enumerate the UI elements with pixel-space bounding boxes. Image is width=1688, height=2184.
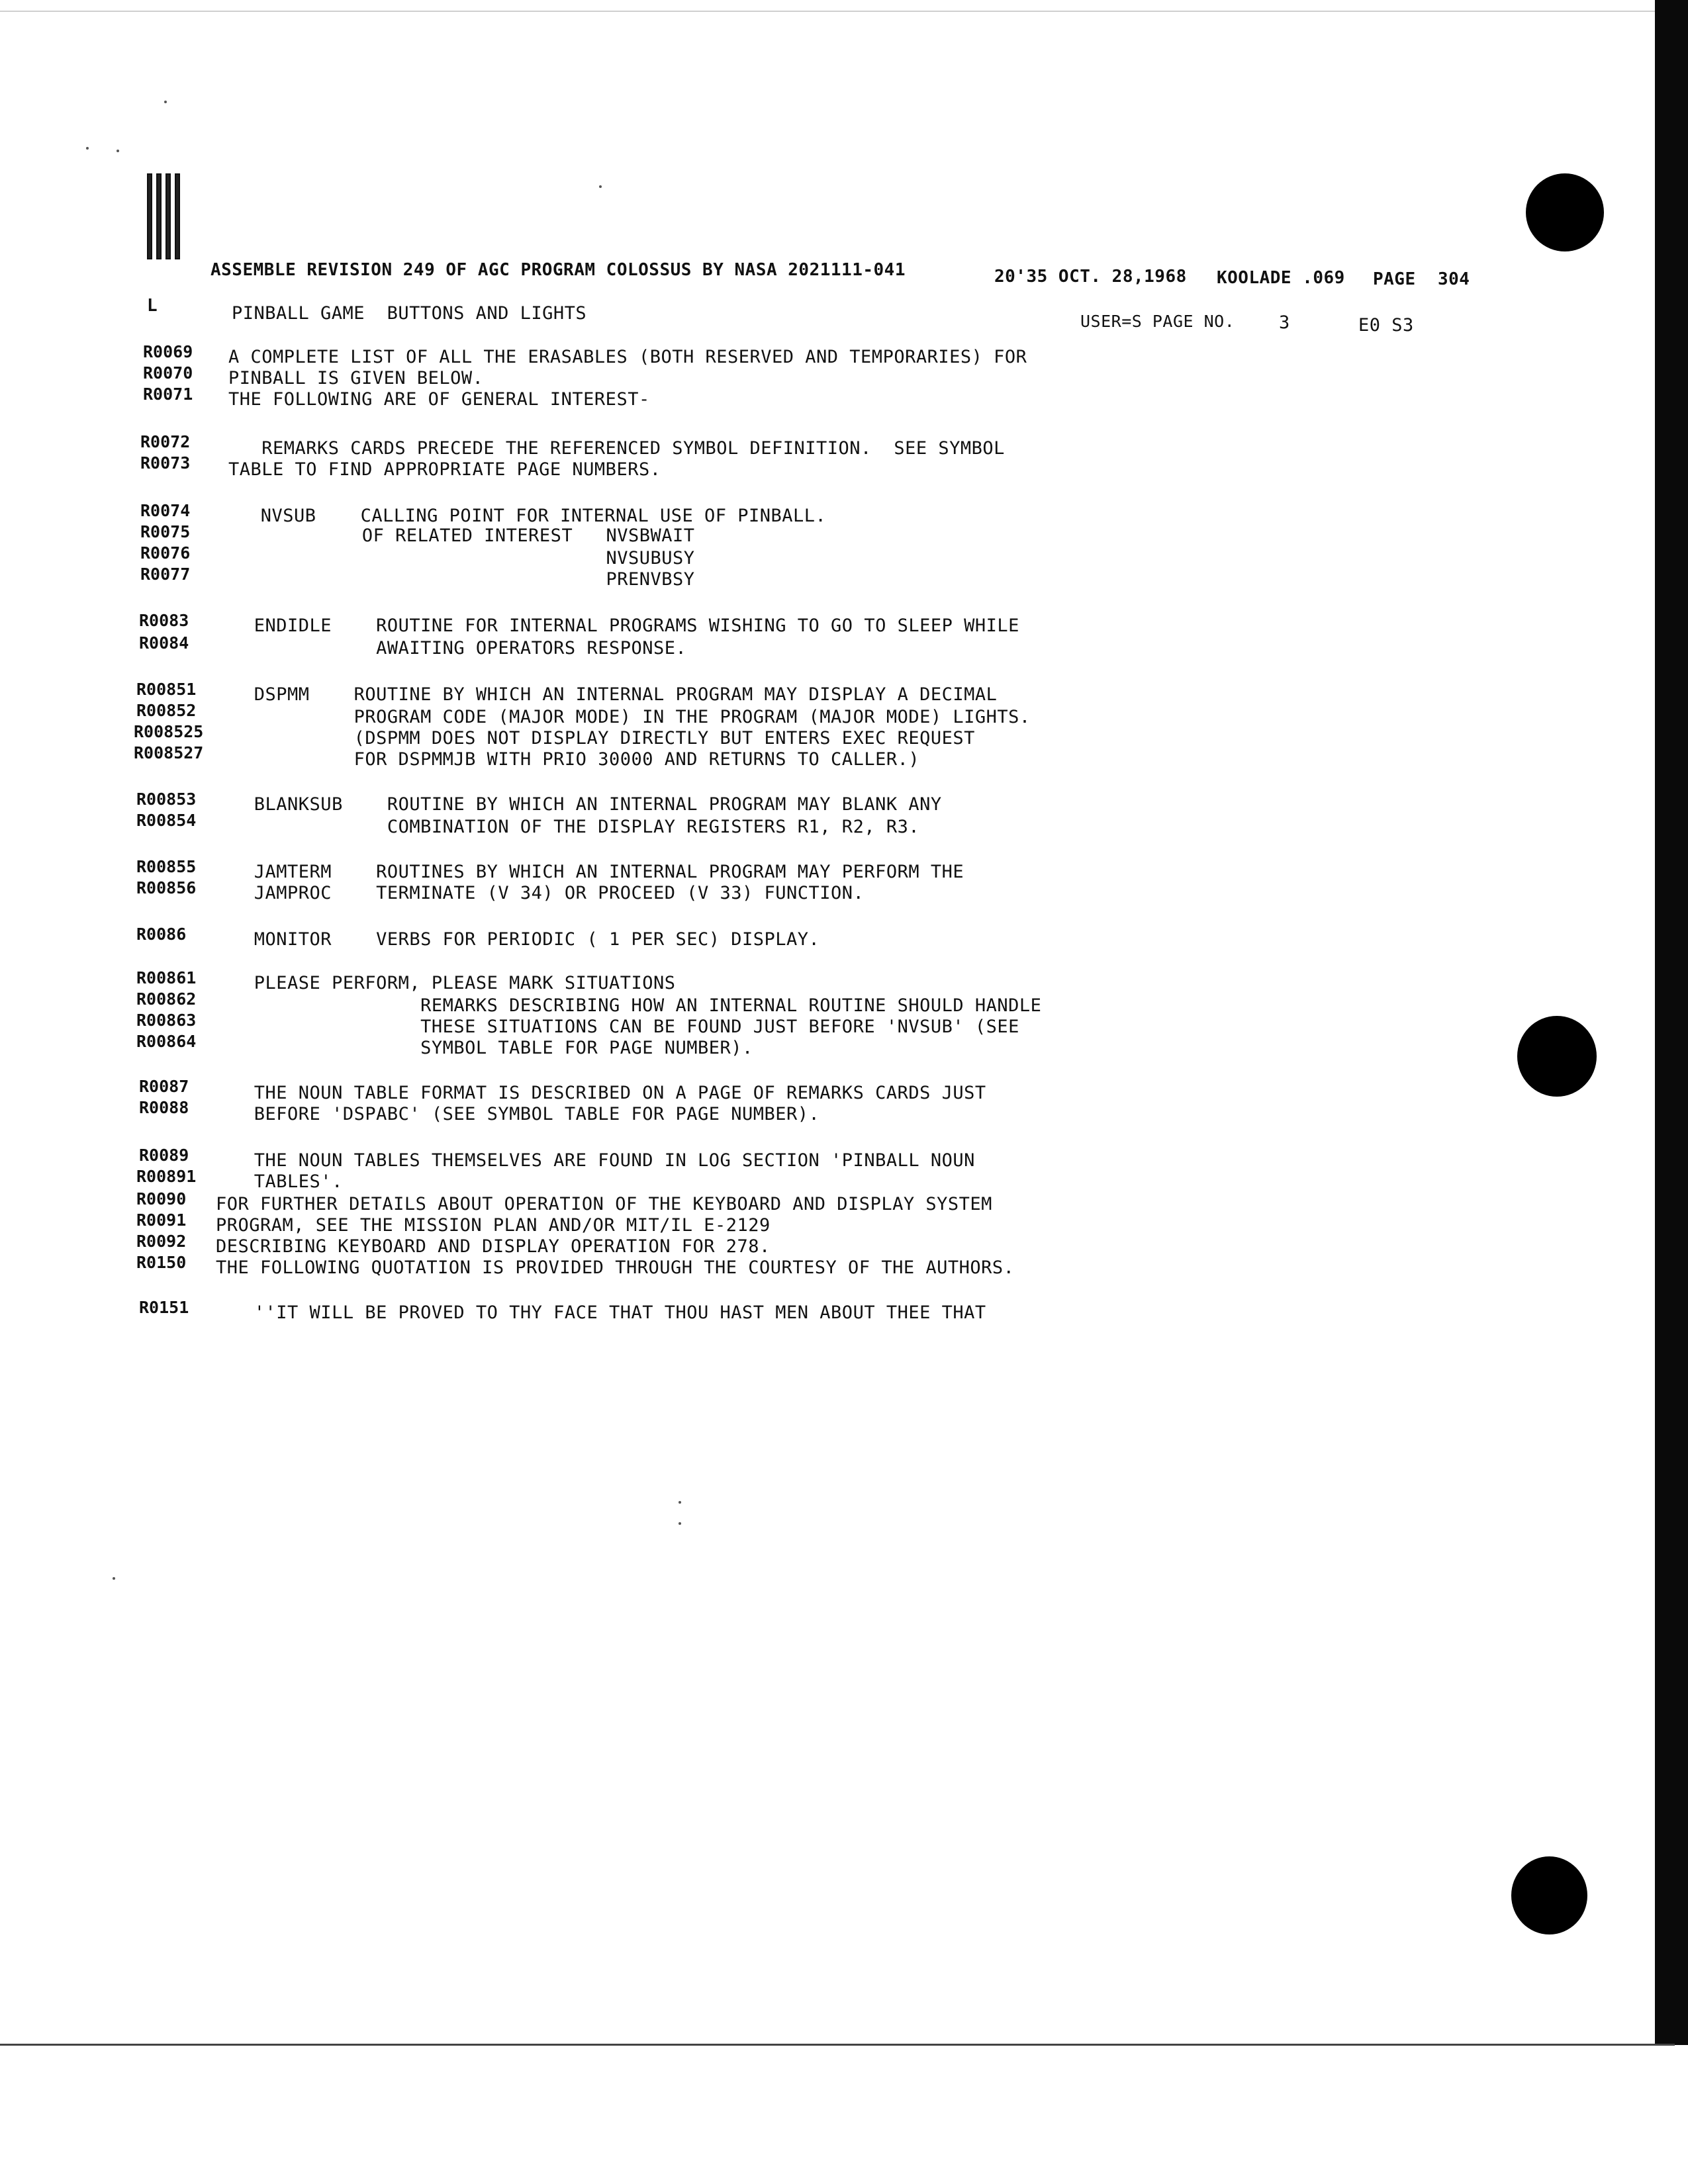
assembly-header: ASSEMBLE REVISION 249 OF AGC PROGRAM COLOSSUS BY NASA 2021111-041 <box>211 260 906 280</box>
line-text: PRENVBSY <box>173 569 695 590</box>
line-text: COMBINATION OF THE DISPLAY REGISTERS R1, R2, R3. <box>199 817 920 837</box>
sheet-bottom-edge <box>0 2044 1675 2046</box>
line-label: R00851 <box>136 680 197 699</box>
line-label: R00863 <box>136 1011 197 1030</box>
line-text: A COMPLETE LIST OF ALL THE ERASABLES (BOTH RESERVED AND TEMPORARIES) FOR <box>228 347 1027 367</box>
line-text: TABLES'. <box>199 1171 343 1192</box>
user-page-label: USER=S PAGE NO. <box>1080 312 1235 331</box>
header-page-number: 304 <box>1438 269 1470 289</box>
line-label: R0088 <box>139 1098 189 1117</box>
line-label: R0077 <box>140 565 191 584</box>
line-text: THE NOUN TABLES THEMSELVES ARE FOUND IN LOG SECTION 'PINBALL NOUN <box>199 1150 975 1171</box>
line-label: R0075 <box>140 522 191 541</box>
binder-mark-icon <box>147 173 188 263</box>
line-text: PINBALL IS GIVEN BELOW. <box>228 368 484 388</box>
header-datetime: 20'35 OCT. 28,1968 <box>994 267 1187 287</box>
line-label: R008527 <box>134 743 204 762</box>
line-label: R0092 <box>136 1232 187 1251</box>
line-text: (DSPMM DOES NOT DISPLAY DIRECTLY BUT ENTERS EXEC REQUEST <box>199 728 975 749</box>
line-text: FOR FURTHER DETAILS ABOUT OPERATION OF THE KEYBOARD AND DISPLAY SYSTEM <box>216 1194 992 1214</box>
line-label: R0151 <box>139 1298 189 1317</box>
line-text: THESE SITUATIONS CAN BE FOUND JUST BEFORE 'NVSUB' (SEE <box>199 1017 1019 1037</box>
line-label: R00856 <box>136 878 197 897</box>
line-text: SYMBOL TABLE FOR PAGE NUMBER). <box>199 1038 753 1058</box>
section-tail: E0 S3 <box>1358 315 1414 336</box>
line-text: MONITOR VERBS FOR PERIODIC ( 1 PER SEC) DISPLAY. <box>199 929 820 950</box>
line-label: R00853 <box>136 790 197 809</box>
punch-hole-top <box>1526 173 1604 251</box>
line-text: JAMPROC TERMINATE (V 34) OR PROCEED (V 33) FUNCTION. <box>199 883 865 903</box>
line-label: R0072 <box>140 432 191 451</box>
line-label: R0089 <box>139 1146 189 1165</box>
line-label: R0087 <box>139 1077 189 1096</box>
line-label: R0070 <box>143 363 193 383</box>
line-text: NVSUB CALLING POINT FOR INTERNAL USE OF PINBALL. <box>205 506 827 526</box>
line-label: R00862 <box>136 989 197 1009</box>
section-title: PINBALL GAME BUTTONS AND LIGHTS <box>232 303 587 324</box>
line-text: ENDIDLE ROUTINE FOR INTERNAL PROGRAMS WISHING TO GO TO SLEEP WHILE <box>199 615 1019 636</box>
line-label: R00854 <box>136 811 197 830</box>
line-label: R0090 <box>136 1189 187 1208</box>
line-text: THE NOUN TABLE FORMAT IS DESCRIBED ON A PAGE OF REMARKS CARDS JUST <box>199 1083 986 1103</box>
punch-hole-middle <box>1517 1016 1597 1097</box>
punch-hole-bottom <box>1511 1856 1587 1934</box>
line-text: BLANKSUB ROUTINE BY WHICH AN INTERNAL PROGRAM MAY BLANK ANY <box>199 794 942 815</box>
line-text: THE FOLLOWING ARE OF GENERAL INTEREST- <box>228 389 650 410</box>
header-page-label: PAGE <box>1373 269 1416 289</box>
line-text: NVSUBUSY <box>173 548 695 569</box>
line-label: R0084 <box>139 633 189 653</box>
line-label: R00852 <box>136 701 197 720</box>
line-text: PROGRAM, SEE THE MISSION PLAN AND/OR MIT/IL E-2129 <box>216 1215 771 1236</box>
line-text: DSPMM ROUTINE BY WHICH AN INTERNAL PROGRAM MAY DISPLAY A DECIMAL <box>199 684 998 705</box>
line-label: R0074 <box>140 501 191 520</box>
line-label: R0150 <box>136 1253 187 1272</box>
line-text: REMARKS DESCRIBING HOW AN INTERNAL ROUTINE SHOULD HANDLE <box>199 995 1042 1016</box>
line-text: ''IT WILL BE PROVED TO THY FACE THAT THOU HAST MEN ABOUT THEE THAT <box>199 1302 986 1323</box>
line-label: R0086 <box>136 925 187 944</box>
line-label: R00891 <box>136 1167 197 1186</box>
line-text: TABLE TO FIND APPROPRIATE PAGE NUMBERS. <box>228 459 661 480</box>
line-label: R0071 <box>143 385 193 404</box>
line-label: R0069 <box>143 342 193 361</box>
line-label: R0073 <box>140 453 191 473</box>
line-label: R0083 <box>139 611 189 630</box>
line-text: THE FOLLOWING QUOTATION IS PROVIDED THROUGH THE COURTESY OF THE AUTHORS. <box>216 1257 1015 1278</box>
line-text: DESCRIBING KEYBOARD AND DISPLAY OPERATION FOR 278. <box>216 1236 771 1257</box>
header-koolade: KOOLADE .069 <box>1217 268 1345 288</box>
line-label: R0076 <box>140 543 191 563</box>
line-label: R00861 <box>136 968 197 987</box>
line-text: JAMTERM ROUTINES BY WHICH AN INTERNAL PROGRAM MAY PERFORM THE <box>199 862 964 882</box>
line-label: R0091 <box>136 1210 187 1230</box>
sheet-right-edge <box>1655 0 1688 2045</box>
line-text: PROGRAM CODE (MAJOR MODE) IN THE PROGRAM (MAJOR MODE) LIGHTS. <box>199 707 1031 727</box>
sheet-top-edge <box>0 11 1655 12</box>
line-text: OF RELATED INTEREST NVSBWAIT <box>173 525 695 546</box>
line-text: FOR DSPMMJB WITH PRIO 30000 AND RETURNS TO CALLER.) <box>199 749 920 770</box>
line-label: R00864 <box>136 1032 197 1051</box>
line-text: PLEASE PERFORM, PLEASE MARK SITUATIONS <box>199 973 676 993</box>
line-text: BEFORE 'DSPABC' (SEE SYMBOL TABLE FOR PAGE NUMBER). <box>199 1104 820 1124</box>
line-text: REMARKS CARDS PRECEDE THE REFERENCED SYMBOL DEFINITION. SEE SYMBOL <box>228 438 1005 459</box>
section-marker: L <box>147 296 158 316</box>
line-text: AWAITING OPERATORS RESPONSE. <box>199 638 687 659</box>
line-label: R008525 <box>134 722 204 741</box>
line-label: R00855 <box>136 857 197 876</box>
user-page-number: 3 <box>1279 312 1290 333</box>
